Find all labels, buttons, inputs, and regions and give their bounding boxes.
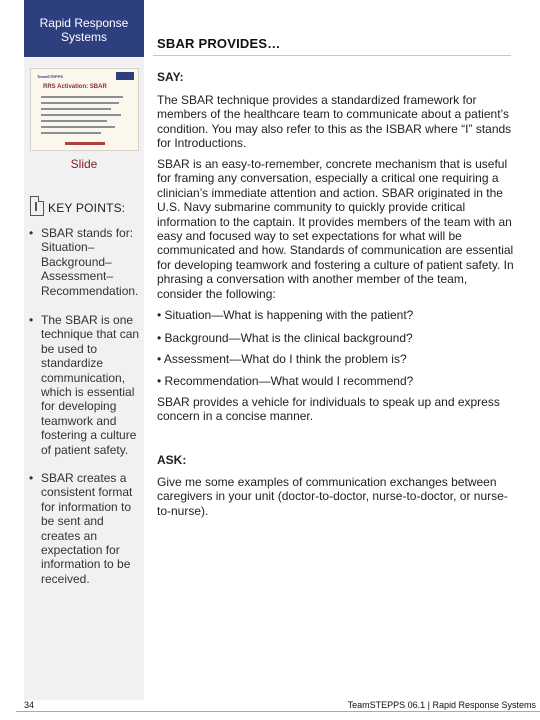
bullet: • [29, 226, 34, 240]
sbar-bullet: • Situation—What is happening with the patient? [157, 308, 414, 322]
key-point-item [29, 471, 141, 586]
key-point-text: SBAR creates a consistent format for information to be sent and creates an expectation for information to be received. [41, 471, 133, 586]
say-label: SAY: [157, 70, 184, 84]
key-point-item [29, 313, 141, 457]
header-divider [153, 55, 511, 56]
sbar-bullet: • Recommendation—What would I recommend? [157, 374, 414, 388]
body-paragraph: SBAR provides a vehicle for individuals to speak up and express concern in a concise manner. [157, 395, 500, 424]
thumbnail-logo: TeamSTEPPS [37, 74, 63, 79]
thumbnail-title: RRS Activation: SBAR [43, 84, 107, 90]
bullet: • [29, 471, 34, 485]
thumbnail-text-line [41, 120, 107, 122]
thumbnail-text-line [41, 126, 115, 128]
key-point-text: The SBAR is one technique that can be used to standardize communication, which is essential for developing teamwork and fostering a culture of patient safety. [41, 313, 140, 457]
body-paragraph: SBAR is an easy-to-remember, concrete mechanism that is useful for framing any conversation, especially a critical one requiring a clinician’s immediate attention and action. SBAR originated in the U.S. Navy submarine community to quickly provide critical information to the captain. It provides members of the team with an easy and focused way to set expectations for what will be communicated and how. Standards of communication are essential for developing teamwork and fostering a culture of patient safety. In phrasing a conversation with another member of the team, consider the following: [157, 157, 514, 301]
page-title: SBAR PROVIDES… [157, 36, 281, 51]
thumbnail-badge [116, 72, 134, 80]
ask-paragraph: Give me some examples of communication exchanges between caregivers in your unit (doctor-to-doctor, nurse-to-doctor, or nurse-to-nurse). [157, 475, 508, 518]
section-tab-line1: Rapid Response [39, 16, 129, 30]
key-point-text: SBAR stands for: Situation–Background–Assessment–Recommendation. [41, 226, 139, 298]
sbar-bullet: • Background—What is the clinical background? [157, 331, 413, 345]
footer-text: TeamSTEPPS 06.1 | Rapid Response Systems [347, 700, 536, 710]
slide-thumbnail [30, 68, 139, 151]
say-paragraph: The SBAR technique provides a standardized framework for members of the healthcare team to communicate about a patient’s condition. You may also refer to this as the ISBAR where “I” stands for Introductions. [157, 93, 512, 151]
sbar-bullet: • Assessment—What do I think the problem is? [157, 352, 407, 366]
thumbnail-text-line [41, 114, 121, 116]
key-points-title: KEY POINTS: [48, 201, 126, 215]
page-number: 34 [24, 700, 35, 710]
section-tab-line2: Systems [60, 30, 107, 44]
thumbnail-text-line [41, 132, 101, 134]
thumbnail-text-line [41, 108, 111, 110]
thumbnail-text-line [41, 102, 119, 104]
bullet: • [29, 313, 34, 327]
key-point-item [29, 226, 141, 298]
footer-divider [16, 711, 540, 712]
ask-label: ASK: [157, 453, 187, 467]
document-icon [30, 196, 44, 216]
thumbnail-footer-line [65, 142, 105, 145]
section-tab [24, 0, 144, 57]
thumbnail-text-line [41, 96, 123, 98]
slide-label: Slide [70, 157, 98, 171]
